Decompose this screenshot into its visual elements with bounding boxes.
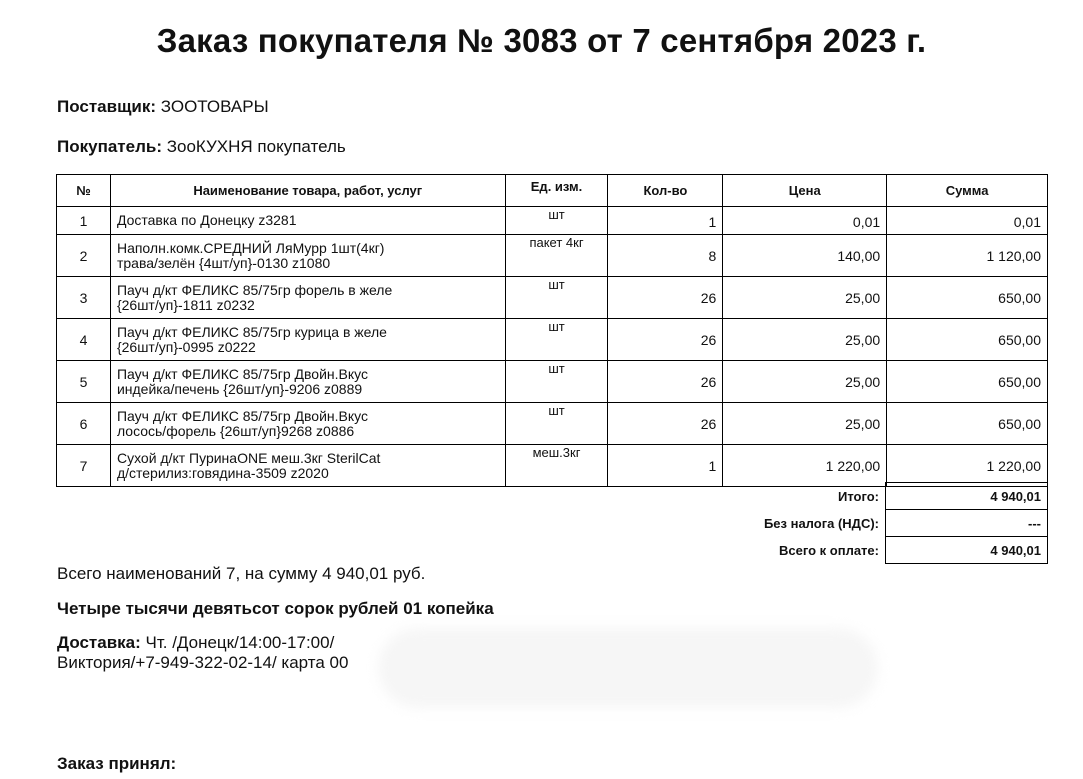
row-name-line1: Пауч д/кт ФЕЛИКС 85/75гр форель в желе xyxy=(116,281,393,298)
row-price: 25,00 xyxy=(723,277,887,319)
redaction-blur xyxy=(378,628,878,708)
row-num: 7 xyxy=(57,445,111,487)
header-qty: Кол-во xyxy=(608,175,723,207)
delivery-line2: Виктория/+7-949-322-02-14/ карта 00 xyxy=(57,653,349,672)
header-name: Наименование товара, работ, услуг xyxy=(110,175,505,207)
row-name-line1: Пауч д/кт ФЕЛИКС 85/75гр курица в желе xyxy=(116,323,387,340)
total-label: Итого: xyxy=(838,488,879,504)
header-sum: Сумма xyxy=(887,175,1048,207)
header-price: Цена xyxy=(723,175,887,207)
row-name-line2: индейка/печень {26шт/уп}-9206 z0889 xyxy=(116,380,363,397)
row-unit: шт xyxy=(505,361,608,403)
row-sum: 650,00 xyxy=(887,361,1048,403)
row-name xyxy=(110,445,505,487)
row-price: 0,01 xyxy=(723,207,887,235)
row-name-line1: Пауч д/кт ФЕЛИКС 85/75гр Двойн.Вкус xyxy=(116,407,368,424)
table-row xyxy=(57,277,1048,319)
table-row xyxy=(57,445,1048,487)
buyer-label: Покупатель: xyxy=(57,137,162,156)
pay-value: 4 940,01 xyxy=(886,537,1048,564)
row-unit: шт xyxy=(505,319,608,361)
row-unit: шт xyxy=(505,277,608,319)
row-name-line1: Наполн.комк.СРЕДНИЙ ЛяМурр 1шт(4кг) xyxy=(116,239,385,256)
delivery-line1: Чт. /Донецк/14:00-17:00/ xyxy=(145,633,335,652)
row-unit: меш.3кг xyxy=(505,445,608,487)
row-unit: пакет 4кг xyxy=(505,235,608,277)
header-num: № xyxy=(57,175,111,207)
buyer-value: ЗооКУХНЯ покупатель xyxy=(166,137,346,156)
row-sum: 650,00 xyxy=(887,277,1048,319)
row-sum: 650,00 xyxy=(887,319,1048,361)
row-name-line1: Сухой д/кт ПуринаONE меш.3кг SterilCat xyxy=(116,449,381,466)
row-qty: 26 xyxy=(608,319,723,361)
vat-value: --- xyxy=(886,510,1048,537)
row-name xyxy=(110,207,505,235)
row-num: 4 xyxy=(57,319,111,361)
row-name-line2: д/стерилиз:говядина-3509 z2020 xyxy=(116,464,329,481)
vat-row xyxy=(620,510,1048,537)
buyer-line xyxy=(57,137,346,157)
row-unit: шт xyxy=(505,207,608,235)
delivery-label: Доставка: xyxy=(57,633,141,652)
row-name-line2: {26шт/уп}-0995 z0222 xyxy=(116,338,256,355)
row-name xyxy=(110,319,505,361)
pay-row xyxy=(620,537,1048,564)
row-num: 6 xyxy=(57,403,111,445)
table-header-row xyxy=(57,175,1048,207)
row-name-line1: Доставка по Донецку z3281 xyxy=(116,212,297,228)
row-name-line2: {26шт/уп}-1811 z0232 xyxy=(116,296,255,313)
row-qty: 1 xyxy=(608,445,723,487)
items-table xyxy=(56,174,1048,487)
row-name-line1: Пауч д/кт ФЕЛИКС 85/75гр Двойн.Вкус xyxy=(116,365,368,382)
row-name xyxy=(110,403,505,445)
items-summary: Всего наименований 7, на сумму 4 940,01 руб. xyxy=(57,564,426,583)
row-price: 25,00 xyxy=(723,319,887,361)
row-num: 1 xyxy=(57,207,111,235)
supplier-label: Поставщик: xyxy=(57,97,157,116)
row-num: 3 xyxy=(57,277,111,319)
row-price: 25,00 xyxy=(723,403,887,445)
table-row xyxy=(57,319,1048,361)
row-name-line2: лосось/форель {26шт/уп}9268 z0886 xyxy=(116,422,355,439)
row-qty: 26 xyxy=(608,403,723,445)
pay-label: Всего к оплате: xyxy=(779,542,879,558)
amount-in-words: Четыре тысячи девятьсот сорок рублей 01 копейка xyxy=(57,599,494,618)
row-price: 25,00 xyxy=(723,361,887,403)
row-name xyxy=(110,361,505,403)
row-name xyxy=(110,277,505,319)
row-sum: 650,00 xyxy=(887,403,1048,445)
row-qty: 26 xyxy=(608,277,723,319)
table-row xyxy=(57,207,1048,235)
row-qty: 26 xyxy=(608,361,723,403)
supplier-value: ЗООТОВАРЫ xyxy=(160,97,269,116)
row-name xyxy=(110,235,505,277)
document-title: Заказ покупателя № 3083 от 7 сентября 2023 г. xyxy=(156,22,927,59)
row-num: 2 xyxy=(57,235,111,277)
delivery-info xyxy=(57,633,348,673)
row-num: 5 xyxy=(57,361,111,403)
order-accepted-label: Заказ принял: xyxy=(57,754,177,773)
row-price: 140,00 xyxy=(723,235,887,277)
row-sum: 1 220,00 xyxy=(887,445,1048,487)
total-row xyxy=(620,483,1048,510)
row-qty: 1 xyxy=(608,207,723,235)
row-unit: шт xyxy=(505,403,608,445)
row-sum: 1 120,00 xyxy=(887,235,1048,277)
supplier-line xyxy=(57,97,269,117)
totals-block xyxy=(620,482,1048,564)
total-value: 4 940,01 xyxy=(886,483,1048,510)
table-row xyxy=(57,235,1048,277)
row-qty: 8 xyxy=(608,235,723,277)
vat-label: Без налога (НДС): xyxy=(763,515,879,531)
table-row xyxy=(57,403,1048,445)
table-row xyxy=(57,361,1048,403)
row-price: 1 220,00 xyxy=(723,445,887,487)
row-name-line2: трава/зелён {4шт/уп}-0130 z1080 xyxy=(116,254,331,271)
row-sum: 0,01 xyxy=(887,207,1048,235)
header-unit: Ед. изм. xyxy=(505,175,608,207)
